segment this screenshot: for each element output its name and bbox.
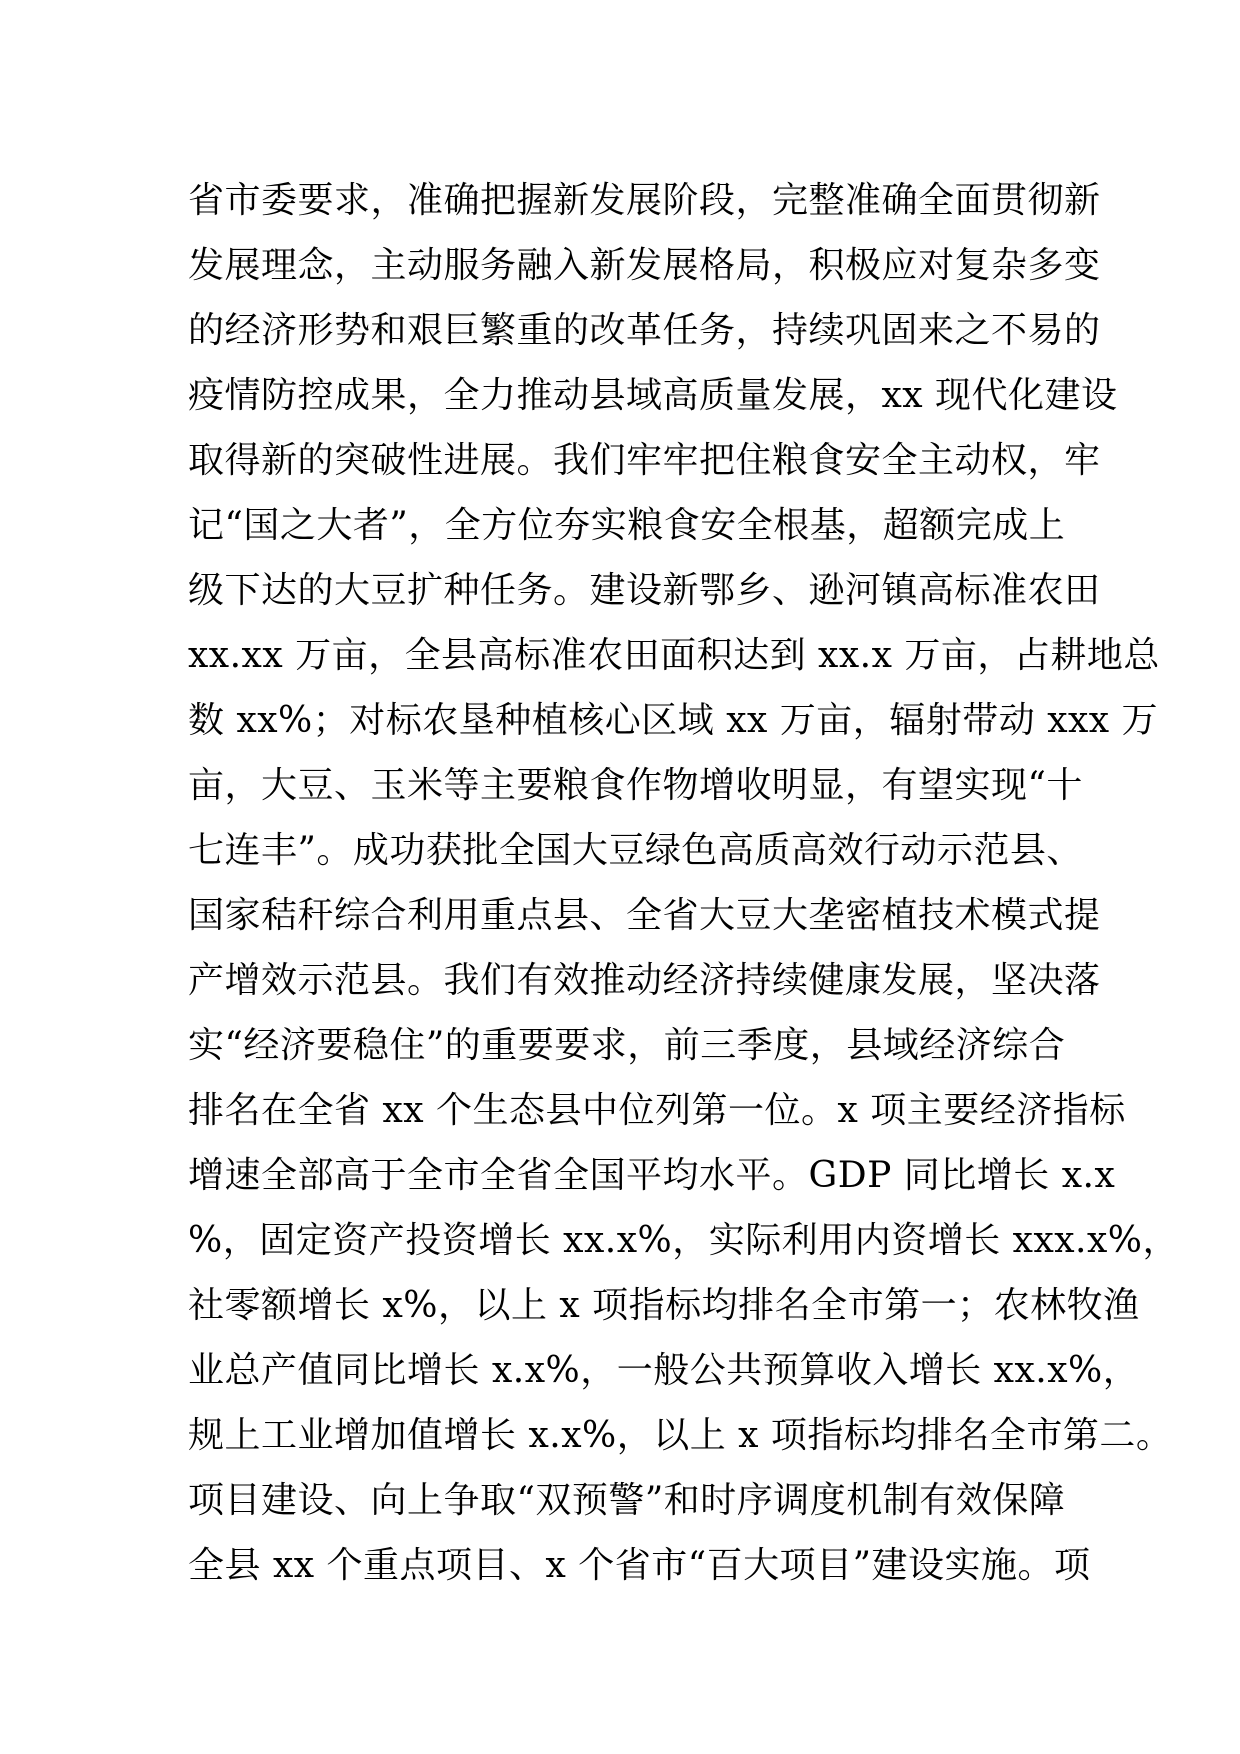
text-line-9: 数 xx%；对标农垦种植核心区域 xx 万亩，辐射带动 xxx 万 (188, 700, 1159, 741)
text-line-19: 业总产值同比增长 x.x%，一般公共预算收入增长 xx.x%， (188, 1350, 1140, 1391)
text-line-4: 疫情防控成果，全力推动县域高质量发展，xx 现代化建设 (188, 375, 1118, 416)
text-line-1: 省市委要求，准确把握新发展阶段，完整准确全面贯彻新 (188, 180, 1101, 221)
text-line-3: 的经济形势和艰巨繁重的改革任务，持续巩固来之不易的 (188, 310, 1101, 351)
text-line-13: 产增效示范县。我们有效推动经济持续健康发展，坚决落 (188, 960, 1101, 1001)
text-line-16: 增速全部高于全市全省全国平均水平。GDP 同比增长 x.x (188, 1155, 1116, 1196)
text-line-5: 取得新的突破性进展。我们牢牢把住粮食安全主动权，牢 (188, 440, 1101, 481)
text-line-21: 项目建设、向上争取“双预警”和时序调度机制有效保障 (188, 1480, 1066, 1521)
text-line-7: 级下达的大豆扩种任务。建设新鄂乡、逊河镇高标准农田 (188, 570, 1101, 611)
text-line-12: 国家秸秆综合利用重点县、全省大豆大垄密植技术模式提 (188, 895, 1101, 936)
text-line-2: 发展理念，主动服务融入新发展格局，积极应对复杂多变 (188, 245, 1101, 286)
text-line-8: xx.xx 万亩，全县高标准农田面积达到 xx.x 万亩，占耕地总 (188, 635, 1160, 676)
text-line-20: 规上工业增加值增长 x.x%，以上 x 项指标均排名全市第二。 (188, 1415, 1173, 1456)
text-line-14: 实“经济要稳住”的重要要求，前三季度，县域经济综合 (188, 1025, 1066, 1066)
text-line-11: 七连丰”。成功获批全国大豆绿色高质高效行动示范县、 (188, 830, 1083, 871)
text-line-22: 全县 xx 个重点项目、x 个省市“百大项目”建设实施。项 (188, 1545, 1091, 1586)
text-line-6: 记“国之大者”，全方位夯实粮食安全根基，超额完成上 (188, 505, 1066, 546)
text-line-10: 亩，大豆、玉米等主要粮食作物增收明显，有望实现“十 (188, 765, 1083, 806)
body-paragraph (188, 168, 1180, 1598)
text-line-15: 排名在全省 xx 个生态县中位列第一位。x 项主要经济指标 (188, 1090, 1126, 1131)
text-line-17: %，固定资产投资增长 xx.x%，实际利用内资增长 xxx.x%， (188, 1220, 1180, 1261)
text-line-18: 社零额增长 x%，以上 x 项指标均排名全市第一；农林牧渔 (188, 1285, 1140, 1326)
